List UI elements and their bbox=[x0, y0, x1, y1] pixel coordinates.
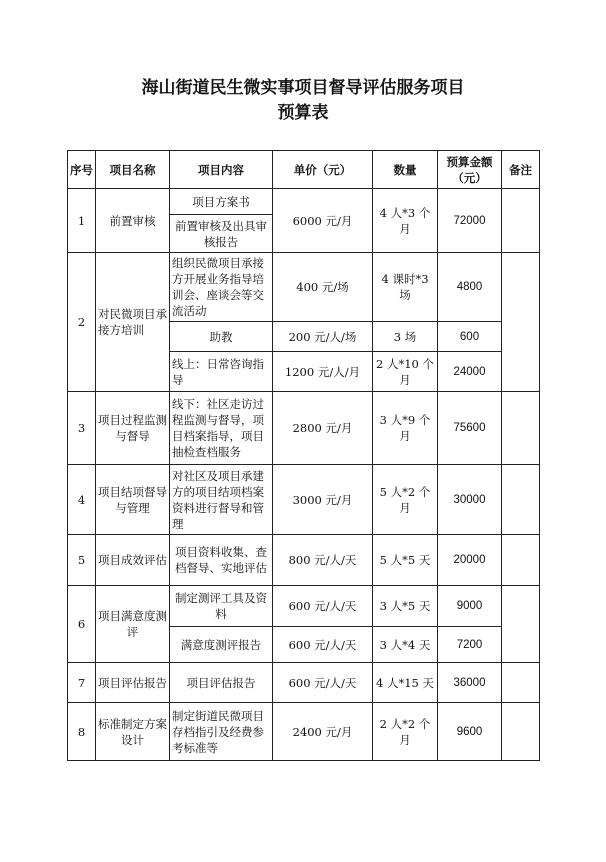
cell-price: 2400 元/月 bbox=[273, 703, 373, 761]
cell-qty: 3 人*5 天 bbox=[373, 586, 438, 627]
budget-table bbox=[67, 150, 540, 761]
cell-name: 标准制定方案设计 bbox=[96, 703, 170, 761]
cell-qty: 4 课时*3 场 bbox=[373, 253, 438, 322]
cell-qty: 4 人*15 天 bbox=[373, 663, 438, 703]
cell-amount: 600 bbox=[438, 322, 502, 352]
cell-qty: 5 人*5 天 bbox=[373, 535, 438, 586]
cell-name: 项目满意度测评 bbox=[96, 586, 170, 663]
cell-name: 项目成效评估 bbox=[96, 535, 170, 586]
cell-amount: 24000 bbox=[438, 352, 502, 392]
header-content: 项目内容 bbox=[170, 151, 273, 189]
cell-name: 对民微项目承接方培训 bbox=[96, 253, 170, 392]
cell-price: 600 元/人/天 bbox=[273, 586, 373, 627]
cell-amount: 36000 bbox=[438, 663, 502, 703]
cell-note bbox=[502, 703, 540, 761]
cell-note bbox=[502, 253, 540, 392]
cell-price: 400 元/场 bbox=[273, 253, 373, 322]
cell-no: 1 bbox=[68, 189, 96, 253]
cell-no: 6 bbox=[68, 586, 96, 663]
cell-content: 助教 bbox=[170, 322, 273, 352]
cell-no: 4 bbox=[68, 465, 96, 535]
cell-note bbox=[502, 189, 540, 253]
cell-qty: 5 人*2 个月 bbox=[373, 465, 438, 535]
document-title: 海山街道民生微实事项目督导评估服务项目 bbox=[141, 78, 465, 98]
table-row bbox=[68, 189, 540, 215]
cell-note bbox=[502, 465, 540, 535]
header-no: 序号 bbox=[68, 151, 96, 189]
cell-price: 200 元/人/场 bbox=[273, 322, 373, 352]
cell-qty: 2 人*10 个月 bbox=[373, 352, 438, 392]
cell-content: 满意度测评报告 bbox=[170, 627, 273, 663]
header-note: 备注 bbox=[502, 151, 540, 189]
cell-price: 2800 元/月 bbox=[273, 392, 373, 465]
cell-content: 线上：日常咨询指导 bbox=[170, 352, 273, 392]
cell-name: 前置审核 bbox=[96, 189, 170, 253]
cell-no: 3 bbox=[68, 392, 96, 465]
table-row bbox=[68, 465, 540, 535]
cell-amount: 4800 bbox=[438, 253, 502, 322]
table-row bbox=[68, 253, 540, 322]
cell-qty: 3 场 bbox=[373, 322, 438, 352]
cell-price: 1200 元/人/月 bbox=[273, 352, 373, 392]
cell-content: 项目评估报告 bbox=[170, 663, 273, 703]
cell-qty: 3 人*9 个月 bbox=[373, 392, 438, 465]
cell-price: 3000 元/月 bbox=[273, 465, 373, 535]
cell-no: 8 bbox=[68, 703, 96, 761]
header-qty: 数量 bbox=[373, 151, 438, 189]
cell-note bbox=[502, 663, 540, 703]
cell-amount: 72000 bbox=[438, 189, 502, 253]
cell-content: 项目资料收集、查档督导、实地评估 bbox=[170, 535, 273, 586]
cell-content: 前置审核及出具审核报告 bbox=[170, 215, 273, 253]
cell-amount: 20000 bbox=[438, 535, 502, 586]
table-row bbox=[68, 392, 540, 465]
cell-no: 2 bbox=[68, 253, 96, 392]
cell-no: 7 bbox=[68, 663, 96, 703]
cell-content: 制定测评工具及资料 bbox=[170, 586, 273, 627]
cell-content: 组织民微项目承接方开展业务指导培训会、座谈会等交流活动 bbox=[170, 253, 273, 322]
document-subtitle: 预算表 bbox=[277, 103, 329, 123]
cell-content: 线下：社区走访过程监测与督导，项目档案指导，项目抽检查档服务 bbox=[170, 392, 273, 465]
cell-price: 6000 元/月 bbox=[273, 189, 373, 253]
table-header-row bbox=[68, 151, 540, 189]
cell-note bbox=[502, 392, 540, 465]
cell-content: 对社区及项目承建方的项目结项档案资料进行督导和管理 bbox=[170, 465, 273, 535]
cell-amount: 9000 bbox=[438, 586, 502, 627]
cell-amount: 30000 bbox=[438, 465, 502, 535]
header-name: 项目名称 bbox=[96, 151, 170, 189]
cell-price: 600 元/人/天 bbox=[273, 663, 373, 703]
header-price: 单价（元） bbox=[273, 151, 373, 189]
cell-qty: 2 人*2 个月 bbox=[373, 703, 438, 761]
table-row bbox=[68, 586, 540, 627]
cell-note bbox=[502, 586, 540, 663]
cell-name: 项目结项督导与管理 bbox=[96, 465, 170, 535]
header-amount: 预算金额（元） bbox=[438, 151, 502, 189]
cell-amount: 7200 bbox=[438, 627, 502, 663]
table-row bbox=[68, 535, 540, 586]
cell-name: 项目评估报告 bbox=[96, 663, 170, 703]
cell-price: 600 元/人/天 bbox=[273, 627, 373, 663]
cell-amount: 75600 bbox=[438, 392, 502, 465]
table-row bbox=[68, 703, 540, 761]
cell-content: 制定街道民微项目存档指引及经费参考标准等 bbox=[170, 703, 273, 761]
cell-amount: 9600 bbox=[438, 703, 502, 761]
table-row bbox=[68, 663, 540, 703]
cell-name: 项目过程监测与督导 bbox=[96, 392, 170, 465]
cell-content: 项目方案书 bbox=[170, 189, 273, 215]
cell-qty: 3 人*4 天 bbox=[373, 627, 438, 663]
cell-note bbox=[502, 535, 540, 586]
cell-price: 800 元/人/天 bbox=[273, 535, 373, 586]
cell-no: 5 bbox=[68, 535, 96, 586]
cell-qty: 4 人*3 个月 bbox=[373, 189, 438, 253]
